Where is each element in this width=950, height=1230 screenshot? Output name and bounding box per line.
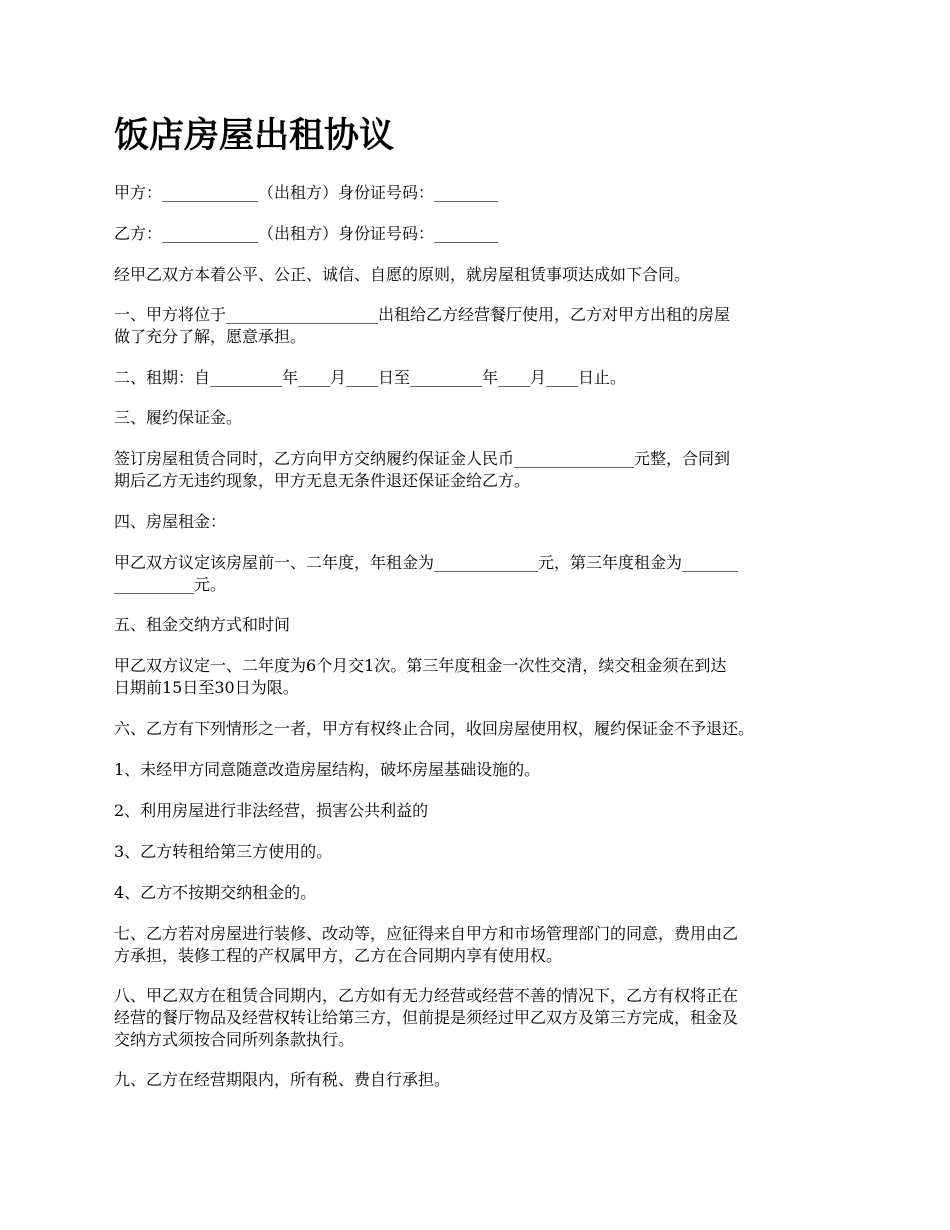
text-line: 三、履约保证金。 — [114, 408, 243, 427]
text-line: 甲乙双方议定该房屋前一、二年度，年租金为_____________元，第三年度租金为_______ — [114, 553, 739, 572]
text-line: 期后乙方无违约现象，甲方无息无条件退还保证金给乙方。 — [114, 471, 531, 490]
rent-paragraph — [114, 552, 844, 596]
payment-paragraph — [114, 655, 844, 699]
text-line: 方承担，装修工程的产权属甲方，乙方在合同期内享有使用权。 — [114, 946, 563, 965]
text-line: 四、房屋租金： — [114, 512, 227, 531]
clause-9-paragraph — [114, 1069, 844, 1091]
party-a-line — [114, 182, 844, 204]
text-line: 签订房屋租赁合同时，乙方向甲方交纳履约保证金人民币_______________元整，合同到 — [114, 449, 731, 468]
text-line: 七、乙方若对房屋进行装修、改动等，应征得来自甲方和市场管理部门的同意，费用由乙 — [114, 924, 739, 943]
deposit-paragraph — [114, 448, 844, 492]
text-line: 六、乙方有下列情形之一者，甲方有权终止合同，收回房屋使用权，履约保证金不予退还。 — [114, 719, 755, 738]
clause-3-heading — [114, 407, 844, 429]
text-line: 八、甲乙双方在租赁合同期内，乙方如有无力经营或经营不善的情况下，乙方有权将正在 — [114, 986, 739, 1005]
text-line: 4、乙方不按期交纳租金的。 — [114, 883, 317, 902]
document-title: 饭店房屋出租协议 — [114, 115, 395, 156]
clause-6-paragraph — [114, 718, 844, 740]
clause-5-heading — [114, 614, 844, 636]
text-line: 五、租金交纳方式和时间 — [114, 615, 291, 634]
clause-6-item-2 — [114, 800, 844, 822]
clause-8-paragraph — [114, 985, 844, 1051]
clause-6-item-4 — [114, 882, 844, 904]
party-b-line — [114, 223, 844, 245]
text-line: 乙方：____________（出租方）身份证号码：________ — [114, 224, 499, 243]
clause-6-item-1 — [114, 759, 844, 781]
text-line: 经甲乙双方本着公平、公正、诚信、自愿的原则，就房屋租赁事项达成如下合同。 — [114, 265, 691, 284]
text-line: 甲乙双方议定一、二年度为6个月交1次。第三年度租金一次性交清，续交租金须在到达 — [114, 656, 727, 675]
preamble-paragraph — [114, 264, 844, 286]
text-line: 2、利用房屋进行非法经营，损害公共利益的 — [114, 801, 429, 820]
clause-2-paragraph — [114, 367, 844, 389]
clause-7-paragraph — [114, 923, 844, 967]
text-line: 二、租期：自_________年____月____日至_________年____月____日止。 — [114, 368, 627, 387]
text-line: 经营的餐厅物品及经营权转让给第三方，但前提是须经过甲乙双方及第三方完成，租金及 — [114, 1008, 739, 1027]
text-line: __________元。 — [114, 575, 227, 594]
text-line: 1、未经甲方同意随意改造房屋结构，破坏房屋基础设施的。 — [114, 760, 541, 779]
text-line: 一、甲方将位于___________________出租给乙方经营餐厅使用，乙方对甲方出租的房屋 — [114, 305, 731, 324]
text-line: 交纳方式须按合同所列条款执行。 — [114, 1030, 355, 1049]
text-line: 3、乙方转租给第三方使用的。 — [114, 842, 333, 861]
clause-6-item-3 — [114, 841, 844, 863]
text-line: 甲方：____________（出租方）身份证号码：________ — [114, 183, 499, 202]
text-line: 日期前15日至30日为限。 — [114, 678, 299, 697]
clause-4-heading — [114, 511, 844, 533]
text-line: 九、乙方在经营期限内，所有税、费自行承担。 — [114, 1070, 451, 1089]
text-line: 做了充分了解，愿意承担。 — [114, 327, 307, 346]
clause-1-paragraph — [114, 304, 844, 348]
